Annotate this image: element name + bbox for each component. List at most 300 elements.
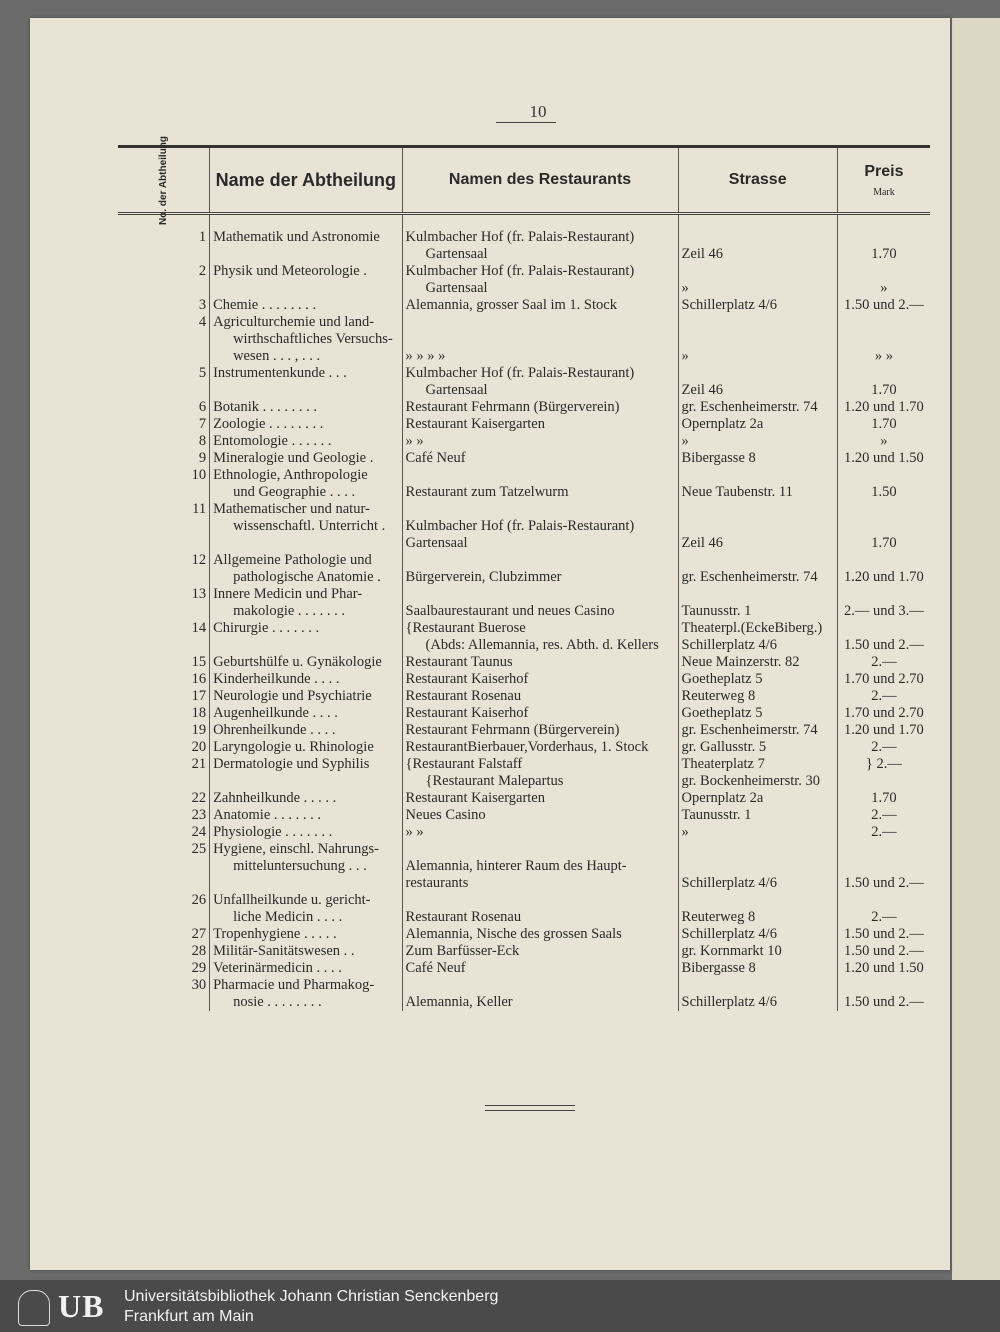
- cell-line: Tropenhygiene . . . . .: [213, 926, 337, 942]
- cell-line: Saalbaurestaurant und neues Casino: [405, 603, 615, 619]
- cell-line: [682, 365, 834, 382]
- cell-rest: [402, 297, 678, 314]
- cell-name: [210, 365, 402, 399]
- cell-str: [678, 807, 837, 824]
- cell-preis: [837, 399, 930, 416]
- cell-line: Gartensaal: [425, 280, 488, 296]
- cell-line: 1.70: [871, 790, 897, 806]
- cell-str: [678, 467, 837, 501]
- cell-preis: [837, 977, 930, 1011]
- cell-preis: [837, 297, 930, 314]
- cell-line: [682, 314, 834, 331]
- row-number: 27: [191, 926, 207, 942]
- cell-line: Bürgerverein, Clubzimmer: [405, 569, 562, 585]
- cell-rest: [402, 654, 678, 671]
- cell-line: 1.20 und 1.70: [844, 399, 924, 415]
- cell-rest: [402, 824, 678, 841]
- cell-line: Reuterweg 8: [681, 688, 756, 704]
- cell-line: Alemannia, grosser Saal im 1. Stock: [405, 297, 617, 313]
- header-preis: [837, 147, 930, 214]
- cell-line: [406, 841, 675, 858]
- table-row: [118, 705, 930, 722]
- page-number: 10: [529, 102, 547, 121]
- cell-line: makologie . . . . . . .: [233, 603, 346, 619]
- cell-line: 1.50: [871, 484, 897, 500]
- cell-line: [841, 552, 927, 569]
- cell-preis: [837, 263, 930, 297]
- cell-str: [678, 314, 837, 365]
- cell-rest: [402, 739, 678, 756]
- cell-line: 2.—: [871, 654, 897, 670]
- cell-line: Zoologie . . . . . . . .: [213, 416, 324, 432]
- cell-line: [841, 229, 927, 246]
- cell-str: [678, 620, 837, 654]
- cell-line: » » » »: [405, 348, 446, 364]
- cell-name: [210, 586, 402, 620]
- cell-str: [678, 552, 837, 586]
- table-row: [118, 943, 930, 960]
- cell-rest: [402, 807, 678, 824]
- cell-line: [841, 620, 927, 637]
- cell-preis: [837, 416, 930, 433]
- cell-line: Ohrenheilkunde . . . .: [213, 722, 336, 738]
- cell-line: [682, 467, 834, 484]
- cell-preis: [837, 654, 930, 671]
- cell-str: [678, 365, 837, 399]
- cell-line: 1.20 und 1.50: [844, 450, 924, 466]
- cell-str: [678, 399, 837, 416]
- cell-line: 1.50 und 2.—: [844, 994, 924, 1010]
- table-row: [118, 620, 930, 654]
- cell-name: [210, 297, 402, 314]
- cell-line: wesen . . . , . . .: [233, 348, 321, 364]
- cell-rest: [402, 688, 678, 705]
- cell-name: [210, 943, 402, 960]
- header-preis-unit: Mark: [873, 186, 895, 198]
- row-number: 19: [191, 722, 207, 738]
- document-page: [30, 18, 950, 1270]
- cell-line: [682, 858, 834, 875]
- cell-line: [841, 263, 927, 280]
- row-number: 5: [198, 365, 207, 381]
- table-row: [118, 365, 930, 399]
- table-row: [118, 926, 930, 943]
- table-row: [118, 433, 930, 450]
- cell-line: 1.50 und 2.—: [844, 943, 924, 959]
- cell-line: mitteluntersuchung . . .: [233, 858, 367, 874]
- cell-line: »: [880, 433, 888, 449]
- cell-line: Theaterplatz 7: [681, 756, 765, 772]
- cell-line: [682, 552, 834, 569]
- cell-line: } 2.—: [865, 756, 902, 772]
- cell-str: [678, 416, 837, 433]
- cell-preis: [837, 314, 930, 365]
- cell-line: Café Neuf: [405, 450, 466, 466]
- cell-name: [210, 824, 402, 841]
- cell-line: [682, 229, 834, 246]
- cell-rest: [402, 892, 678, 926]
- cell-line: Dermatologie und Syphilis: [213, 756, 370, 772]
- cell-line: »: [681, 824, 689, 840]
- table-row: [118, 214, 930, 264]
- row-number: 9: [198, 450, 207, 466]
- cell-preis: [837, 943, 930, 960]
- table-row: [118, 790, 930, 807]
- cell-line: wissenschaftl. Unterricht .: [233, 518, 386, 534]
- cell-line: 1.70: [871, 382, 897, 398]
- cell-line: gr. Kornmarkt 10: [681, 943, 782, 959]
- cell-line: [406, 467, 675, 484]
- cell-rest: [402, 943, 678, 960]
- cell-rest: [402, 977, 678, 1011]
- cell-name: [210, 450, 402, 467]
- cell-preis: [837, 365, 930, 399]
- cell-line: »: [681, 280, 689, 296]
- cell-line: [682, 263, 834, 280]
- cell-line: liche Medicin . . . .: [233, 909, 343, 925]
- table-row: [118, 552, 930, 586]
- table-header-row: [118, 147, 930, 214]
- cell-line: Gartensaal: [405, 535, 468, 551]
- cell-line: [406, 552, 675, 569]
- table-row: [118, 688, 930, 705]
- cell-line: wirthschaftliches Versuchs-: [233, 331, 393, 347]
- header-no: No. der Abtheilung: [118, 147, 210, 214]
- cell-preis: [837, 671, 930, 688]
- cell-name: [210, 705, 402, 722]
- cell-line: [841, 518, 927, 535]
- table-row: [118, 739, 930, 756]
- cell-line: gr. Bockenheimerstr. 30: [681, 773, 821, 789]
- row-number: 18: [191, 705, 207, 721]
- cell-line: Allgemeine Pathologie und: [213, 552, 372, 568]
- cell-line: [841, 501, 927, 518]
- cell-line: Anatomie . . . . . . .: [213, 807, 322, 823]
- cell-line: Schillerplatz 4/6: [681, 875, 777, 891]
- library-footer: [0, 1280, 1000, 1332]
- table-row: [118, 467, 930, 501]
- cell-line: Neurologie und Psychiatrie: [213, 688, 372, 704]
- cell-line: {Restaurant Buerose: [405, 620, 526, 636]
- cell-line: Kinderheilkunde . . . .: [213, 671, 340, 687]
- cell-preis: [837, 756, 930, 790]
- table-row: [118, 450, 930, 467]
- cell-name: [210, 671, 402, 688]
- cell-name: [210, 841, 402, 892]
- cell-line: Schillerplatz 4/6: [681, 994, 777, 1010]
- cell-preis: [837, 739, 930, 756]
- table-row: [118, 586, 930, 620]
- cell-str: [678, 841, 837, 892]
- cell-line: Restaurant Rosenau: [405, 688, 522, 704]
- cell-line: »: [681, 433, 689, 449]
- cell-line: [406, 331, 675, 348]
- cell-rest: [402, 501, 678, 552]
- cell-line: [841, 314, 927, 331]
- cell-line: Kulmbacher Hof (fr. Palais-Restaurant): [405, 365, 635, 381]
- cell-line: Taunusstr. 1: [681, 603, 752, 619]
- cell-rest: [402, 433, 678, 450]
- cell-rest: [402, 705, 678, 722]
- cell-line: Schillerplatz 4/6: [681, 926, 777, 942]
- cell-line: Gartensaal: [425, 382, 488, 398]
- row-number: 23: [191, 807, 207, 823]
- row-number: 21: [191, 756, 207, 772]
- cell-line: restaurants: [405, 875, 469, 891]
- cell-line: Kulmbacher Hof (fr. Palais-Restaurant): [405, 518, 635, 534]
- footer-location: Frankfurt am Main: [124, 1308, 254, 1325]
- cell-preis: [837, 552, 930, 586]
- cell-str: [678, 263, 837, 297]
- cell-rest: [402, 214, 678, 264]
- cell-line: Restaurant zum Tatzelwurm: [405, 484, 569, 500]
- cell-str: [678, 433, 837, 450]
- restaurant-table: [118, 135, 930, 1011]
- cell-line: Mineralogie und Geologie .: [213, 450, 374, 466]
- cell-line: Augenheilkunde . . . .: [213, 705, 338, 721]
- cell-line: Militär-Sanitätswesen . .: [213, 943, 355, 959]
- cell-line: Theaterpl.(EckeBiberg.): [681, 620, 823, 636]
- cell-line: Mathematischer und natur-: [213, 501, 370, 517]
- table-body: [118, 214, 930, 1012]
- cell-line: Unfallheilkunde u. gericht-: [213, 892, 371, 908]
- cell-line: Ethnologie, Anthropologie: [213, 467, 368, 483]
- cell-line: [841, 977, 927, 994]
- cell-rest: [402, 399, 678, 416]
- cell-line: [682, 977, 834, 994]
- cell-line: Restaurant Kaiserhof: [405, 671, 529, 687]
- cell-name: [210, 399, 402, 416]
- cell-preis: [837, 450, 930, 467]
- cell-preis: [837, 892, 930, 926]
- cell-line: und Geographie . . . .: [233, 484, 356, 500]
- cell-line: RestaurantBierbauer,Vorderhaus, 1. Stock: [405, 739, 649, 755]
- cell-line: 1.50 und 2.—: [844, 297, 924, 313]
- cell-line: Restaurant Kaisergarten: [405, 416, 545, 432]
- row-number: 28: [191, 943, 207, 959]
- cell-line: {Restaurant Falstaff: [405, 756, 523, 772]
- row-number: 3: [198, 297, 207, 313]
- table-row: [118, 671, 930, 688]
- cell-line: nosie . . . . . . . .: [233, 994, 322, 1010]
- cell-line: Pharmacie und Pharmakog-: [213, 977, 375, 993]
- cell-rest: [402, 722, 678, 739]
- cell-line: [682, 586, 834, 603]
- row-number: 29: [191, 960, 207, 976]
- cell-line: Chemie . . . . . . . .: [213, 297, 317, 313]
- cell-str: [678, 450, 837, 467]
- table-row: [118, 297, 930, 314]
- cell-name: [210, 688, 402, 705]
- cell-line: [682, 501, 834, 518]
- cell-line: Café Neuf: [405, 960, 466, 976]
- cell-str: [678, 722, 837, 739]
- row-number: 11: [192, 501, 207, 517]
- cell-line: 1.70 und 2.70: [844, 705, 924, 721]
- cell-line: Alemannia, hinterer Raum des Haupt-: [405, 858, 627, 874]
- cell-line: gr. Eschenheimerstr. 74: [681, 569, 818, 585]
- cell-line: [406, 977, 675, 994]
- cell-str: [678, 790, 837, 807]
- cell-str: [678, 943, 837, 960]
- cell-line: 1.50 und 2.—: [844, 926, 924, 942]
- cell-preis: [837, 705, 930, 722]
- cell-line: 2.—: [871, 824, 897, 840]
- cell-line: Bibergasse 8: [681, 450, 756, 466]
- header-name: Name der Abtheilung: [210, 147, 402, 214]
- table-row: [118, 263, 930, 297]
- cell-line: [682, 331, 834, 348]
- table-row: [118, 824, 930, 841]
- cell-line: Neue Taubenstr. 11: [681, 484, 793, 500]
- ub-logo[interactable]: [14, 1288, 114, 1326]
- cell-line: Chirurgie . . . . . . .: [213, 620, 320, 636]
- table-row: [118, 977, 930, 1011]
- cell-line: [406, 586, 675, 603]
- cell-line: 1.20 und 1.70: [844, 722, 924, 738]
- cell-line: Veterinärmedicin . . . .: [213, 960, 342, 976]
- cell-name: [210, 722, 402, 739]
- cell-line: Reuterweg 8: [681, 909, 756, 925]
- cell-line: [841, 365, 927, 382]
- cell-line: [841, 892, 927, 909]
- cell-preis: [837, 841, 930, 892]
- cell-line: Zum Barfüsser-Eck: [405, 943, 520, 959]
- cell-line: gr. Eschenheimerstr. 74: [681, 399, 818, 415]
- header-preis-label: Preis: [864, 162, 904, 180]
- cell-rest: [402, 467, 678, 501]
- cell-line: Restaurant Rosenau: [405, 909, 522, 925]
- cell-name: [210, 960, 402, 977]
- table-row: [118, 654, 930, 671]
- cell-line: [841, 467, 927, 484]
- cell-name: [210, 263, 402, 297]
- row-number: 30: [191, 977, 207, 993]
- cell-preis: [837, 688, 930, 705]
- cell-line: [841, 331, 927, 348]
- table-row: [118, 314, 930, 365]
- cell-rest: [402, 756, 678, 790]
- cell-name: [210, 620, 402, 654]
- cell-name: [210, 654, 402, 671]
- table-row: [118, 841, 930, 892]
- row-number: 22: [191, 790, 207, 806]
- cell-name: [210, 756, 402, 790]
- cell-line: Botanik . . . . . . . .: [213, 399, 317, 415]
- cell-name: [210, 416, 402, 433]
- cell-line: Kulmbacher Hof (fr. Palais-Restaurant): [405, 229, 635, 245]
- cell-rest: [402, 841, 678, 892]
- cell-name: [210, 433, 402, 450]
- cell-line: Alemannia, Keller: [405, 994, 513, 1010]
- cell-preis: [837, 790, 930, 807]
- cell-line: Laryngologie u. Rhinologie: [213, 739, 374, 755]
- cell-name: [210, 314, 402, 365]
- table-row: [118, 756, 930, 790]
- cell-rest: [402, 586, 678, 620]
- cell-name: [210, 214, 402, 264]
- cell-line: [682, 841, 834, 858]
- row-number: 15: [191, 654, 207, 670]
- header-strasse: Strasse: [678, 147, 837, 214]
- cell-line: Zeil 46: [681, 246, 724, 262]
- table-row: [118, 892, 930, 926]
- row-number: 25: [191, 841, 207, 857]
- cell-line: » »: [405, 433, 424, 449]
- cell-preis: [837, 960, 930, 977]
- table-row: [118, 399, 930, 416]
- cell-line: Taunusstr. 1: [681, 807, 752, 823]
- cell-preis: [837, 926, 930, 943]
- cell-name: [210, 977, 402, 1011]
- cell-line: [841, 841, 927, 858]
- page-number-rule: [496, 122, 556, 123]
- cell-line: Schillerplatz 4/6: [681, 637, 777, 653]
- cell-str: [678, 960, 837, 977]
- cell-line: Zahnheilkunde . . . . .: [213, 790, 337, 806]
- cell-line: Neues Casino: [405, 807, 486, 823]
- cell-line: 2.—: [871, 739, 897, 755]
- cell-line: Alemannia, Nische des grossen Saals: [405, 926, 622, 942]
- cell-line: [406, 314, 675, 331]
- cell-line: Neue Mainzerstr. 82: [681, 654, 800, 670]
- table-row: [118, 416, 930, 433]
- cell-str: [678, 214, 837, 264]
- cell-line: Zeil 46: [681, 382, 724, 398]
- cell-line: (Abds: Allemannia, res. Abth. d. Kellers: [425, 637, 659, 653]
- row-number: 10: [191, 467, 207, 483]
- cell-line: Physiologie . . . . . . .: [213, 824, 333, 840]
- row-number: 17: [191, 688, 207, 704]
- bust-icon: [18, 1290, 50, 1326]
- cell-rest: [402, 263, 678, 297]
- cell-line: Bibergasse 8: [681, 960, 756, 976]
- cell-line: » »: [874, 348, 893, 364]
- cell-preis: [837, 824, 930, 841]
- cell-line: [682, 518, 834, 535]
- cell-line: »: [880, 280, 888, 296]
- cell-line: {Restaurant Malepartus: [425, 773, 564, 789]
- cell-str: [678, 739, 837, 756]
- cell-line: 1.70: [871, 246, 897, 262]
- cell-rest: [402, 552, 678, 586]
- row-number: 1: [198, 229, 207, 245]
- row-number: 8: [198, 433, 207, 449]
- cell-str: [678, 824, 837, 841]
- cell-rest: [402, 960, 678, 977]
- cell-line: 1.20 und 1.70: [844, 569, 924, 585]
- cell-preis: [837, 807, 930, 824]
- cell-str: [678, 756, 837, 790]
- row-number: 4: [198, 314, 207, 330]
- cell-line: 2.—: [871, 688, 897, 704]
- cell-name: [210, 501, 402, 552]
- cell-name: [210, 926, 402, 943]
- cell-preis: [837, 722, 930, 739]
- cell-line: 1.70 und 2.70: [844, 671, 924, 687]
- cell-preis: [837, 586, 930, 620]
- cell-line: Restaurant Taunus: [405, 654, 513, 670]
- header-restaurant: Namen des Restaurants: [402, 147, 678, 214]
- table-row: [118, 960, 930, 977]
- cell-rest: [402, 314, 678, 365]
- cell-line: Opernplatz 2a: [681, 790, 764, 806]
- cell-name: [210, 467, 402, 501]
- cell-line: Instrumentenkunde . . .: [213, 365, 347, 381]
- row-number: 16: [191, 671, 207, 687]
- cell-line: Schillerplatz 4/6: [681, 297, 777, 313]
- cell-line: 2.— und 3.—: [844, 603, 924, 619]
